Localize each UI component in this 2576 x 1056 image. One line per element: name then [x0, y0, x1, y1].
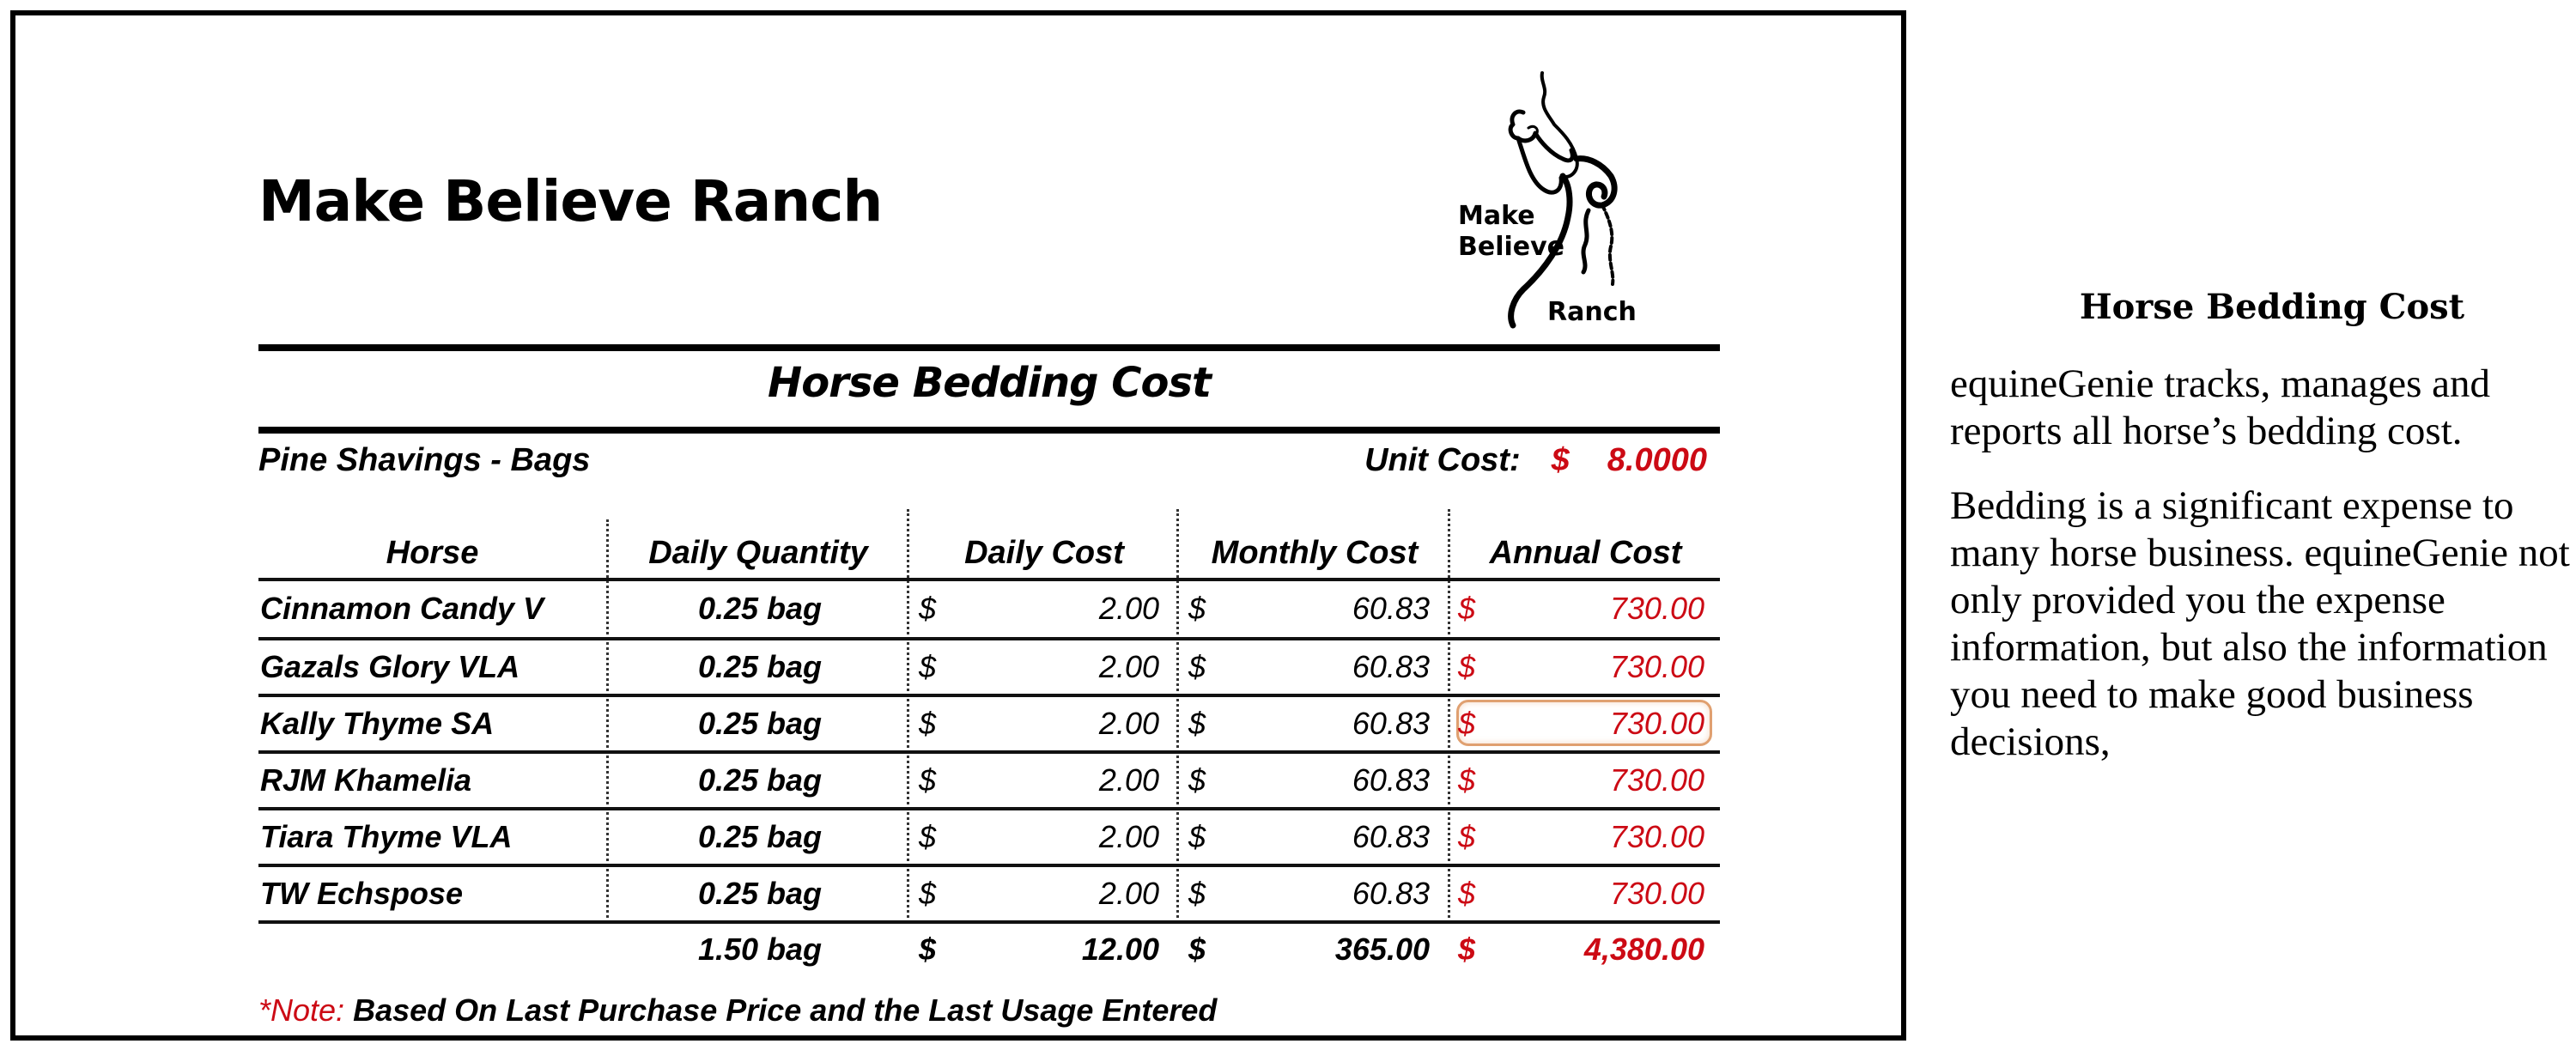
monthly-cost: 60.83 [1352, 591, 1430, 626]
column-header-monthly-cost: Monthly Cost [1211, 535, 1419, 571]
currency-symbol: $ [1188, 762, 1206, 798]
daily-quantity: 0.25 bag [697, 591, 823, 626]
column-separator [1176, 509, 1179, 923]
currency-symbol: $ [1458, 876, 1476, 911]
annual-cost: 730.00 [1609, 762, 1704, 798]
monthly-cost: 60.83 [1352, 649, 1430, 684]
column-separator [1448, 509, 1450, 923]
annual-cost: 730.00 [1609, 876, 1704, 911]
svg-text:Ranch: Ranch [1547, 297, 1637, 327]
currency-symbol: $ [919, 932, 937, 967]
currency-symbol: $ [1458, 762, 1476, 798]
unit-cost-currency: $ [1551, 442, 1570, 478]
daily-cost: 2.00 [1098, 762, 1159, 798]
monthly-cost: 60.83 [1352, 876, 1430, 911]
horse-name: TW Echspose [260, 876, 464, 911]
currency-symbol: $ [919, 591, 937, 626]
footnote [258, 992, 1217, 1029]
monthly-cost: 60.83 [1352, 819, 1430, 854]
annual-cost: 730.00 [1609, 591, 1704, 626]
currency-symbol: $ [1188, 932, 1206, 967]
horse-name: Tiara Thyme VLA [260, 819, 513, 854]
currency-symbol: $ [1188, 706, 1206, 741]
daily-quantity: 0.25 bag [697, 649, 823, 684]
monthly-cost: 60.83 [1352, 706, 1430, 741]
currency-symbol: $ [1188, 591, 1206, 626]
annual-cost: 730.00 [1609, 649, 1704, 684]
daily-cost: 2.00 [1098, 649, 1159, 684]
total-monthly-cost: 365.00 [1334, 932, 1430, 967]
title-bottom-rule [258, 427, 1720, 434]
currency-symbol: $ [919, 706, 937, 741]
currency-symbol: $ [1458, 649, 1476, 684]
unit-cost-label: Unit Cost: [1364, 442, 1521, 478]
column-header-horse: Horse [386, 535, 479, 571]
total-daily-quantity: 1.50 bag [697, 932, 823, 967]
daily-cost: 2.00 [1098, 706, 1159, 741]
caption-title: Horse Bedding Cost [2079, 287, 2465, 327]
daily-quantity: 0.25 bag [697, 876, 823, 911]
caption-paragraph-1: equineGenie tracks, manages and reports all horse’s bedding cost. [1950, 361, 2491, 453]
daily-quantity: 0.25 bag [697, 762, 823, 798]
column-header-daily-quantity: Daily Quantity [648, 535, 868, 571]
svg-text:Make: Make [1458, 201, 1535, 231]
horse-head-logo-icon [1434, 64, 1674, 343]
currency-symbol: $ [919, 819, 937, 854]
monthly-cost: 60.83 [1352, 762, 1430, 798]
currency-symbol: $ [919, 876, 937, 911]
daily-cost: 2.00 [1098, 819, 1159, 854]
annual-cost[interactable]: 730.00 [1609, 706, 1704, 741]
column-header-annual-cost: Annual Cost [1489, 535, 1682, 571]
currency-symbol: $ [919, 649, 937, 684]
horse-name: Kally Thyme SA [260, 706, 495, 741]
horse-name: Gazals Glory VLA [260, 649, 520, 684]
currency-symbol: $ [1458, 819, 1476, 854]
daily-cost: 2.00 [1098, 876, 1159, 911]
total-daily-cost: 12.00 [1081, 932, 1159, 967]
bedding-item-name: Pine Shavings - Bags [258, 442, 591, 478]
svg-text:Believe: Believe [1458, 232, 1565, 262]
currency-symbol: $ [1458, 932, 1476, 967]
unit-cost [1364, 442, 1707, 479]
currency-symbol: $ [1458, 591, 1476, 626]
currency-symbol: $ [1188, 876, 1206, 911]
currency-symbol: $ [919, 762, 937, 798]
footnote-label: *Note: [258, 992, 345, 1028]
report-title: Horse Bedding Cost [768, 359, 1211, 407]
annual-cost: 730.00 [1609, 819, 1704, 854]
title-top-rule [258, 344, 1720, 351]
total-annual-cost: 4,380.00 [1583, 932, 1704, 967]
column-header-daily-cost: Daily Cost [964, 535, 1124, 571]
ranch-name-title: Make Believe Ranch [258, 168, 883, 234]
currency-symbol: $ [1188, 819, 1206, 854]
horse-name: RJM Khamelia [260, 762, 472, 798]
unit-cost-value: 8.0000 [1607, 442, 1707, 478]
horse-name: Cinnamon Candy V [260, 591, 544, 626]
currency-symbol: $ [1188, 649, 1206, 684]
daily-quantity: 0.25 bag [697, 706, 823, 741]
daily-quantity: 0.25 bag [697, 819, 823, 854]
caption-paragraph-2: Bedding is a significant expense to many horse business. equineGenie not only provided you the expense information, but also the information you need to make good business decisions, [1950, 483, 2570, 764]
daily-cost: 2.00 [1098, 591, 1159, 626]
currency-symbol: $ [1458, 706, 1476, 741]
footnote-text: Based On Last Purchase Price and the Last Usage Entered [344, 992, 1218, 1028]
